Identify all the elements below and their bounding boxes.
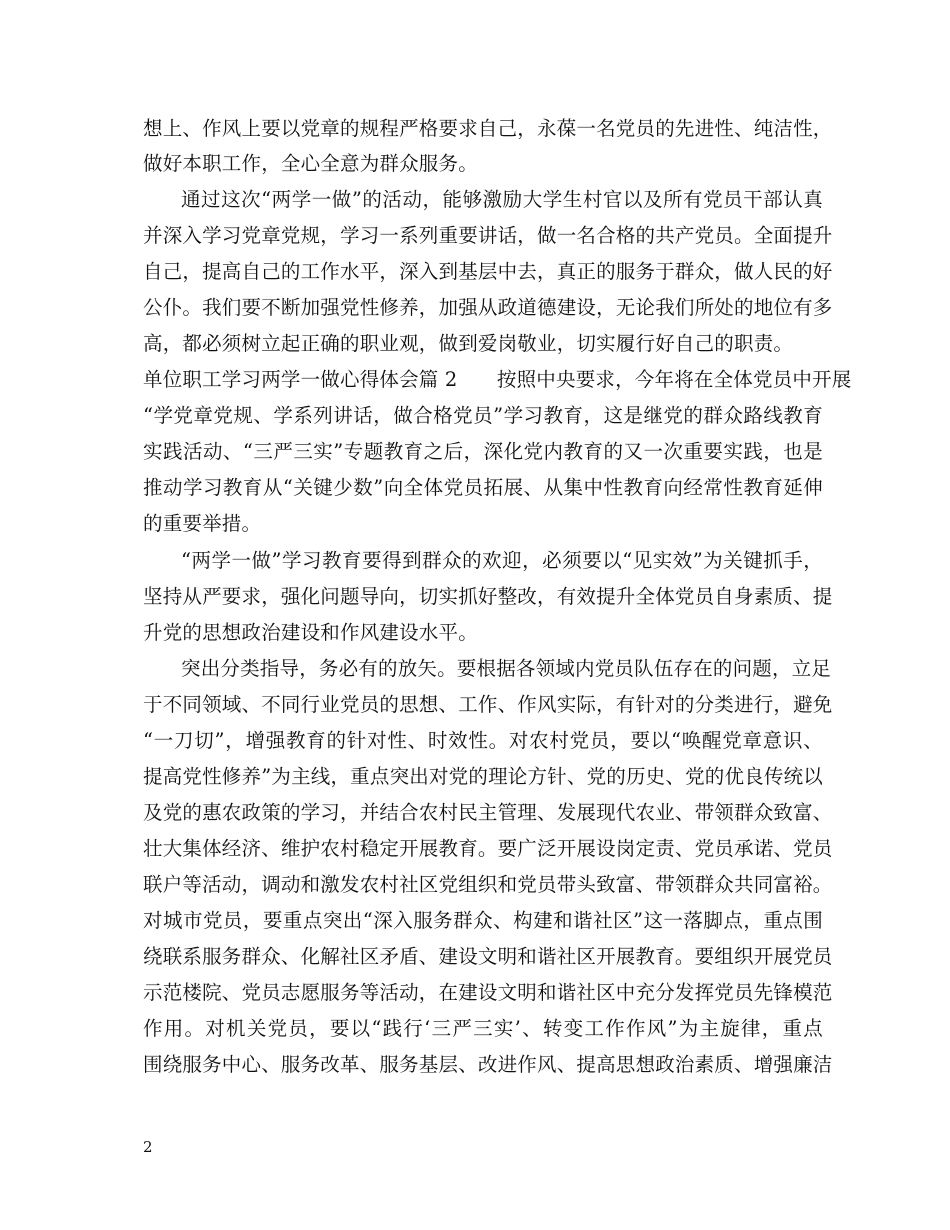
- text-line: “学党章党规、学系列讲话，做合格党员”学习教育，这是继党的群众路线教育: [143, 404, 823, 427]
- text-line: 示范楼院、党员志愿服务等活动，在建设文明和谐社区中充分发挥党员先锋模范: [143, 981, 833, 1004]
- text-line: “两学一做”学习教育要得到群众的欢迎，必须要以“见实效”为关键抓手，: [181, 549, 823, 572]
- text-line: 提高党性修养”为主线，重点突出对党的理论方针、党的历史、党的优良传统以: [143, 765, 823, 788]
- text-line: 推动学习教育从“关键少数”向全体党员拓展、从集中性教育向经常性教育延伸: [143, 476, 823, 499]
- text-line: 及党的惠农政策的学习，并结合农村民主管理、发展现代农业、带领群众致富、: [143, 801, 833, 824]
- text-line: 做好本职工作，全心全意为群众服务。: [143, 152, 478, 175]
- text-line: 公仆。我们要不断加强党性修养，加强从政道德建设，无论我们所处的地位有多: [143, 296, 833, 319]
- text-line: 对城市党员，要重点突出“深入服务群众、构建和谐社区”这一落脚点，重点围: [143, 909, 823, 932]
- text-line: 壮大集体经济、维护农村稳定开展教育。要广泛开展设岗定责、党员承诺、党员: [143, 837, 833, 860]
- text-line: “一刀切”，增强教育的针对性、时效性。对农村党员，要以“唤醒党章意识、: [143, 729, 823, 752]
- text-line: 的重要举措。: [143, 512, 262, 535]
- page-number: 2: [143, 1138, 153, 1156]
- text-line: 高，都必须树立起正确的职业观，做到爱岗敬业，切实履行好自己的职责。: [143, 332, 794, 355]
- text-line: 绕联系服务群众、化解社区矛盾、建设文明和谐社区开展教育。要组织开展党员: [143, 945, 833, 968]
- section-heading-line: 单位职工学习两学一做心得体会篇 2 按照中央要求，今年将在全体党员中开展: [143, 368, 852, 391]
- text-line: 于不同领域、不同行业党员的思想、工作、作风实际，有针对的分类进行，避免: [143, 693, 833, 716]
- text-line: 突出分类指导，务必有的放矢。要根据各领域内党员队伍存在的问题，立足: [181, 657, 832, 680]
- text-line: 作用。对机关党员，要以“践行‘三严三实’、转变工作作风”为主旋律，重点: [143, 1017, 823, 1040]
- text-line: 升党的思想政治建设和作风建设水平。: [143, 621, 478, 644]
- text-line: 自己，提高自己的工作水平，深入到基层中去，真正的服务于群众，做人民的好: [143, 260, 833, 283]
- text-line: 围绕服务中心、服务改革、服务基层、改进作风、提高思想政治素质、增强廉洁: [143, 1053, 833, 1076]
- text-line: 想上、作风上要以党章的规程严格要求自己，永葆一名党员的先进性、纯洁性，: [143, 117, 833, 140]
- text-line: 并深入学习党章党规，学习一系列重要讲话，做一名合格的共产党员。全面提升: [143, 224, 833, 247]
- text-line: 联户等活动，调动和激发农村社区党组织和党员带头致富、带领群众共同富裕。: [143, 873, 833, 896]
- text-line: 通过这次“两学一做”的活动，能够激励大学生村官以及所有党员干部认真: [181, 188, 823, 211]
- text-line: 坚持从严要求，强化问题导向，切实抓好整改，有效提升全体党员自身素质、提: [143, 585, 833, 608]
- text-line: 实践活动、“三严三实”专题教育之后，深化党内教育的又一次重要实践，也是: [143, 440, 823, 463]
